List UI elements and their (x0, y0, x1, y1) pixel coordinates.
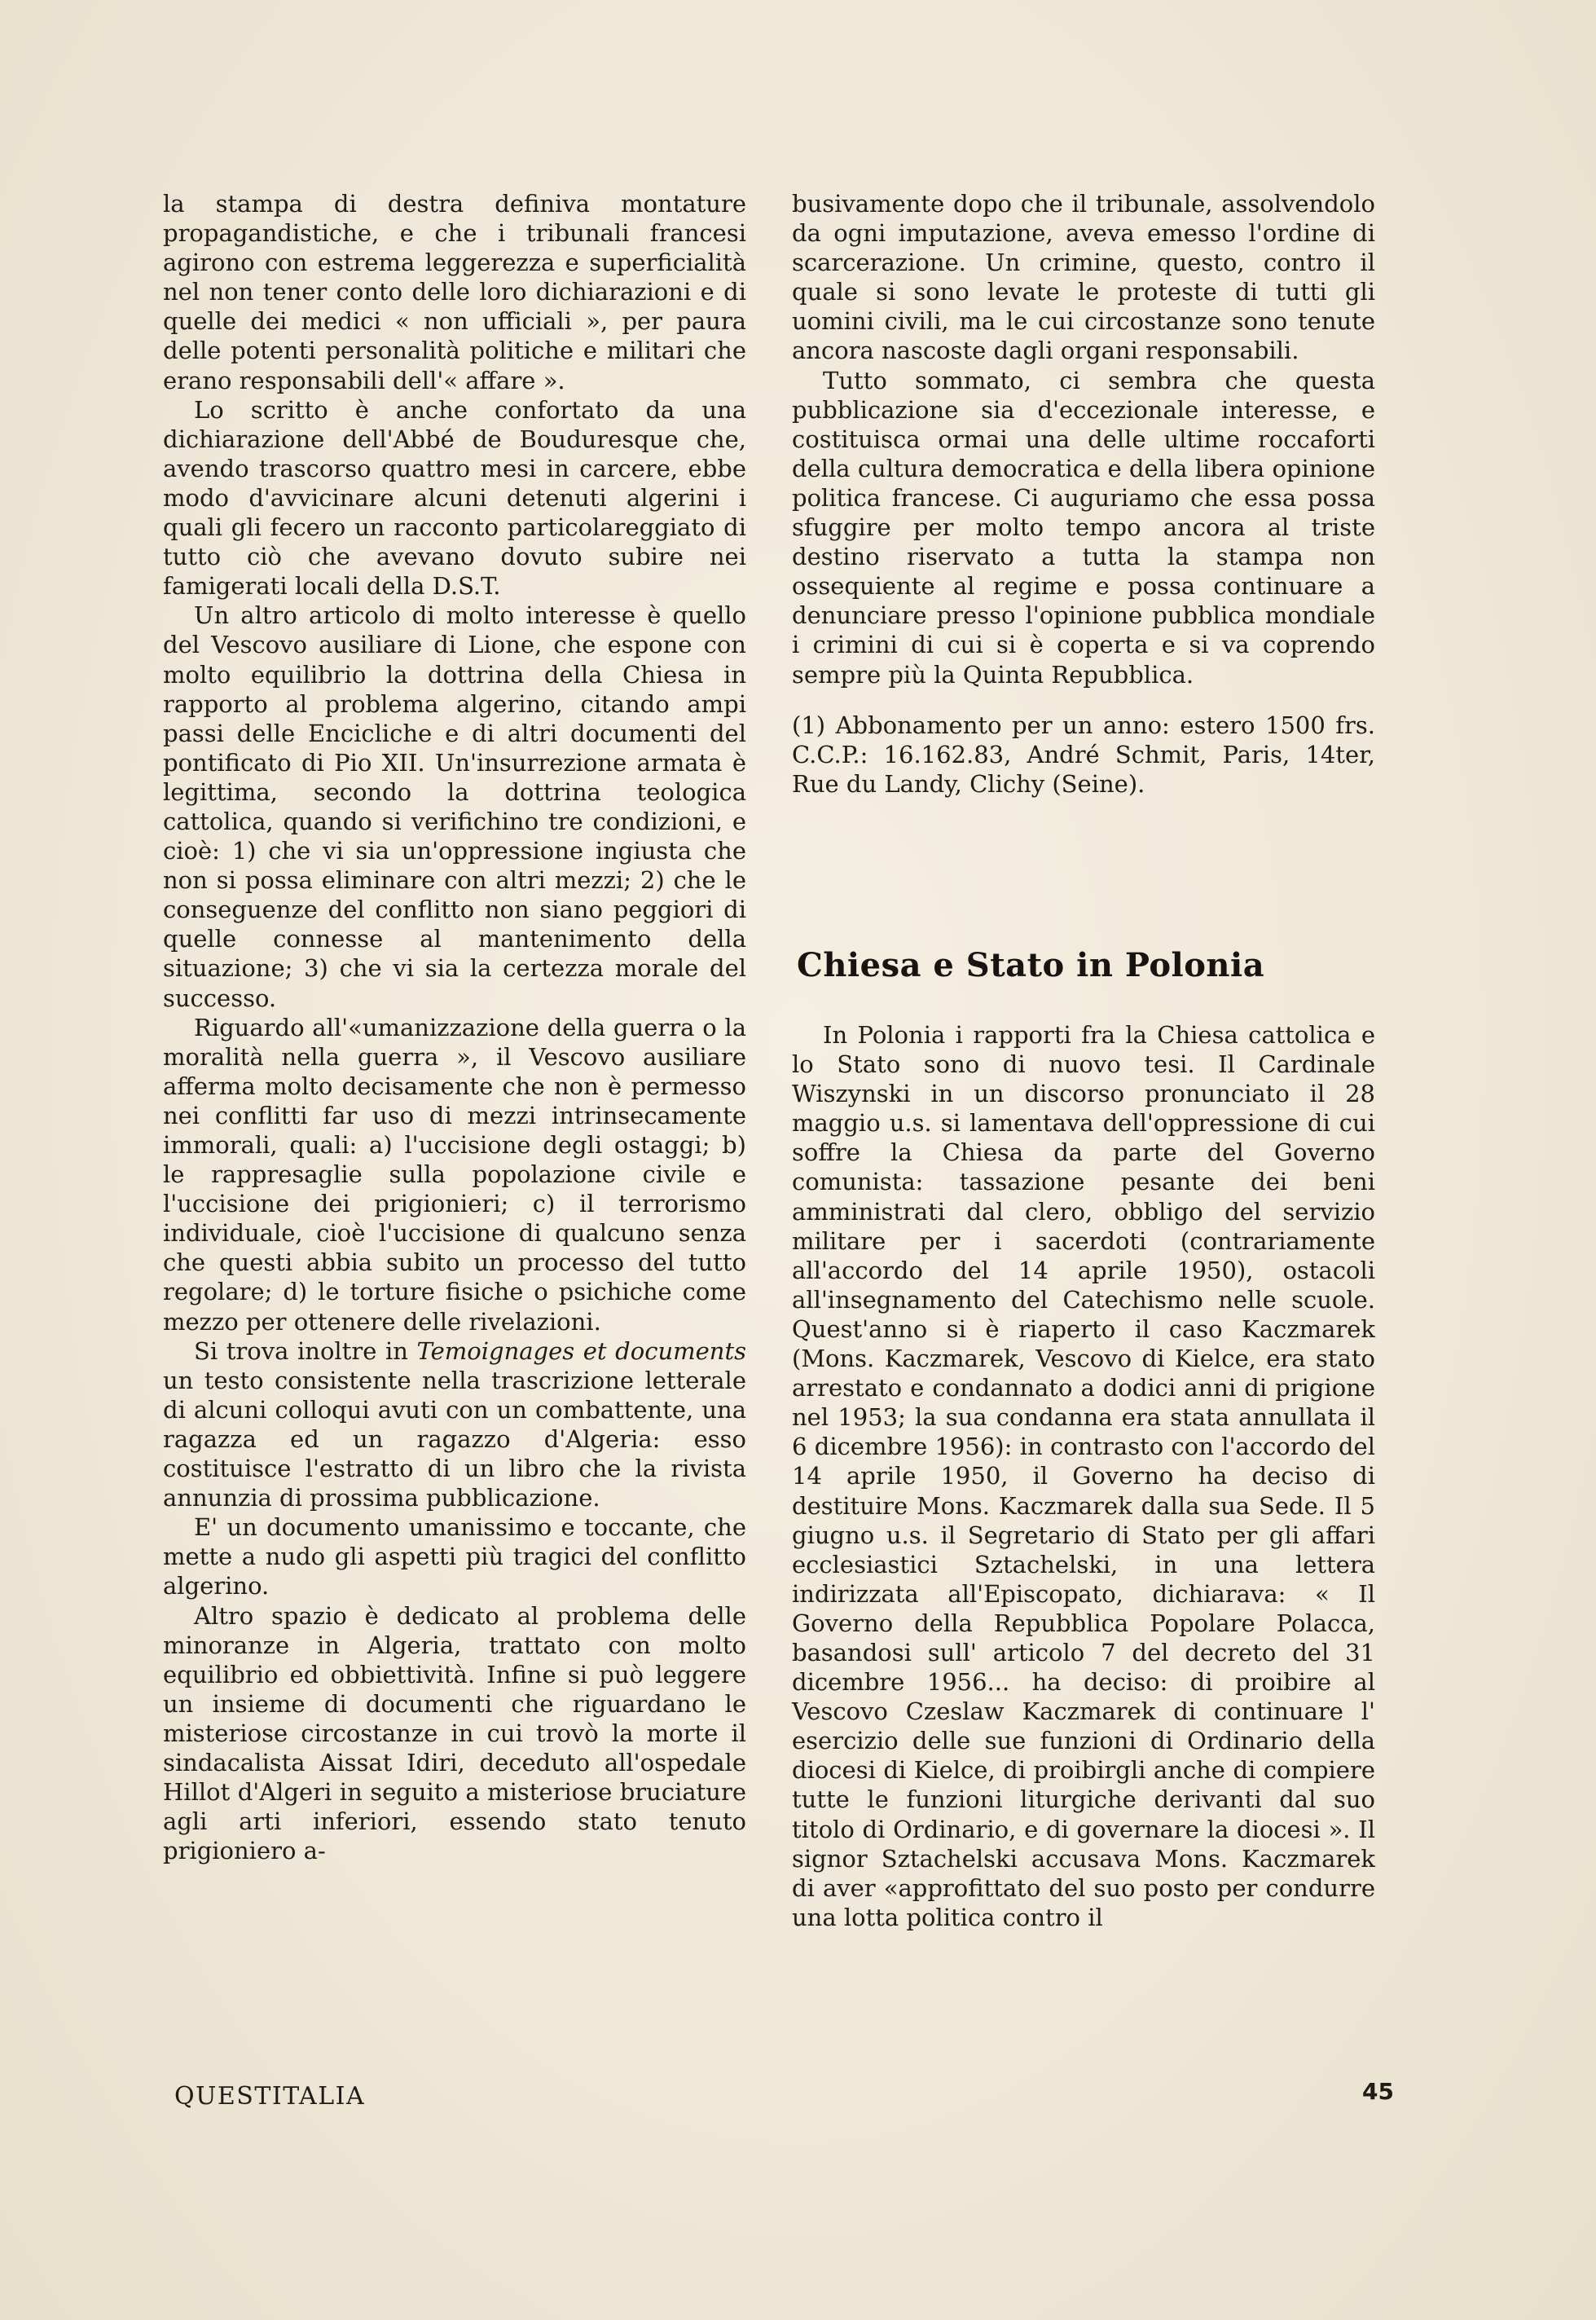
paragraph: Un altro articolo di molto interesse è quello del Vescovo ausiliare di Lione, che espone con molto equilibrio la dottrina della Chiesa in rapporto al problema algerino, citando ampi passi delle Encicliche e di altri documenti del pontificato di Pio XII. Un'insurrezione armata è legittima, secondo la dottrina teologica cattolica, quando si verifichino tre condizioni, e cioè: 1) che vi sia un'oppressione ingiusta che non si possa eliminare con altri mezzi; 2) che le conseguenze del conflitto non siano peggiori di quelle connesse al mantenimento della situazione; 3) che vi sia la certezza morale del successo. (163, 601, 746, 1012)
paragraph: busivamente dopo che il tribunale, assolvendolo da ogni imputazione, aveva emesso l'ordine di scarcerazione. Un crimine, questo, contro il quale si sono levate le proteste di tutti gli uomini civili, ma le cui circostanze sono tenute ancora nascoste dagli organi responsabili. (792, 190, 1375, 365)
text-run: Si trova inoltre in (194, 1336, 417, 1365)
paragraph: In Polonia i rapporti fra la Chiesa cattolica e lo Stato sono di nuovo tesi. Il Cardinale Wiszynski in un discorso pronunciato il 28 maggio u.s. si lamentava dell'oppressione di cui soffre la Chiesa da parte del Governo comunista: tassazione pesante dei beni amministrati dal clero, obbligo del servizio militare per i sacerdoti (contrariamente all'accordo del 14 aprile 1950), ostacoli all'insegnamento del Catechismo nelle scuole. Quest'anno si è riaperto il caso Kaczmarek (Mons. Kaczmarek, Vescovo di Kielce, era stato arrestato e condannato a dodici anni di prigione nel 1953; la sua condanna era stata annullata il 6 dicembre 1956): in contrasto con l'accordo del 14 aprile 1950, il Governo ha deciso di destituire Mons. Kaczmarek dalla sua Sede. Il 5 giugno u.s. il Segretario di Stato per gli affari ecclesiastici Sztachelski, in una lettera indirizzata all'Episcopato, dichiarava: « Il Governo della Repubblica Popolare Polacca, basandosi sull' articolo 7 del decreto del 31 dicembre 1956... ha deciso: di proibire al Vescovo Czeslaw Kaczmarek di continuare l' esercizio delle sue funzioni di Ordinario della diocesi di Kielce, di proibirgli anche di compiere tutte le funzioni liturgiche derivanti dal suo titolo di Ordinario, e di governare la diocesi ». Il signor Sztachelski accusava Mons. Kaczmarek di aver «approfittato del suo posto per condurre una lotta politica contro il (792, 1021, 1375, 1931)
paragraph: Tutto sommato, ci sembra che questa pubblicazione sia d'eccezionale interesse, e costituisca ormai una delle ultime roccaforti della cultura democratica e della libera opinione politica francese. Ci auguriamo che essa possa sfuggire per molto tempo ancora al triste destino riservato a tutta la stampa non ossequiente al regime e possa continuare a denunciare presso l'opinione pubblica mondiale i crimini di cui si è coperta e si va coprendo sempre più la Quinta Repubblica. (792, 366, 1375, 689)
paragraph (163, 1336, 746, 1513)
paragraph: Altro spazio è dedicato al problema delle minoranze in Algeria, trattato con molto equilibrio ed obbiettività. Infine si può leggere un insieme di documenti che riguardano le misteriose circostanze in cui trovò la morte il sindacalista Aissat Idiri, deceduto all'ospedale Hillot d'Algeri in seguito a misteriose bruciature agli arti inferiori, essendo stato tenuto prigioniero a- (163, 1601, 746, 1865)
right-text-column-bottom (792, 1020, 1375, 1932)
right-text-column-top (792, 189, 1375, 799)
page-number: 45 (1362, 2078, 1394, 2105)
paragraph: Riguardo all'«umanizzazione della guerra o la moralità nella guerra », il Vescovo ausiliare afferma molto decisamente che non è permesso nei conflitti far uso di mezzi intrinsecamente immorali, quali: a) l'uccisione degli ostaggi; b) le rappresaglie sulla popolazione civile e l'uccisione dei prigionieri; c) il terrorismo individuale, cioè l'uccisione di qualcuno senza che questi abbia subito un processo del tutto regolare; d) le torture fisiche o psichiche come mezzo per ottenere delle rivelazioni. (163, 1013, 746, 1336)
paragraph: Lo scritto è anche confortato da una dichiarazione dell'Abbé de Bouduresque che, avendo trascorso quattro mesi in carcere, ebbe modo d'avvicinare alcuni detenuti algerini i quali gli fecero un racconto particolareggiato di tutto ciò che avevano dovuto subire nei famigerati locali della D.S.T. (163, 395, 746, 601)
paragraph: E' un documento umanissimo e toccante, che mette a nudo gli aspetti più tragici del conflitto algerino. (163, 1513, 746, 1600)
journal-title: QUESTITALIA (174, 2082, 366, 2111)
publication-title: Temoignages et documents (416, 1336, 746, 1365)
paragraph: la stampa di destra definiva montature propagandistiche, e che i tribunali francesi agirono con estrema leggerezza e superficialità nel non tener conto delle loro dichiarazioni e di quelle dei medici « non ufficiali », per paura delle potenti personalità politiche e militari che erano responsabili dell'« affare ». (163, 190, 746, 394)
left-text-column (163, 189, 746, 1865)
text-run: un testo consistente nella trascrizione letterale di alcuni colloqui avuti con un combattente, una ragazza ed un ragazzo d'Algeria: esso costituisce l'estratto di un libro che la rivista annunzia di prossima pubblicazione. (163, 1366, 746, 1512)
section-heading: Chiesa e Stato in Polonia (797, 946, 1265, 984)
footnote: (1) Abbonamento per un anno: estero 1500 frs. C.C.P.: 16.162.83, André Schmit, Paris, 14ter, Rue du Landy, Clichy (Seine). (792, 711, 1375, 798)
